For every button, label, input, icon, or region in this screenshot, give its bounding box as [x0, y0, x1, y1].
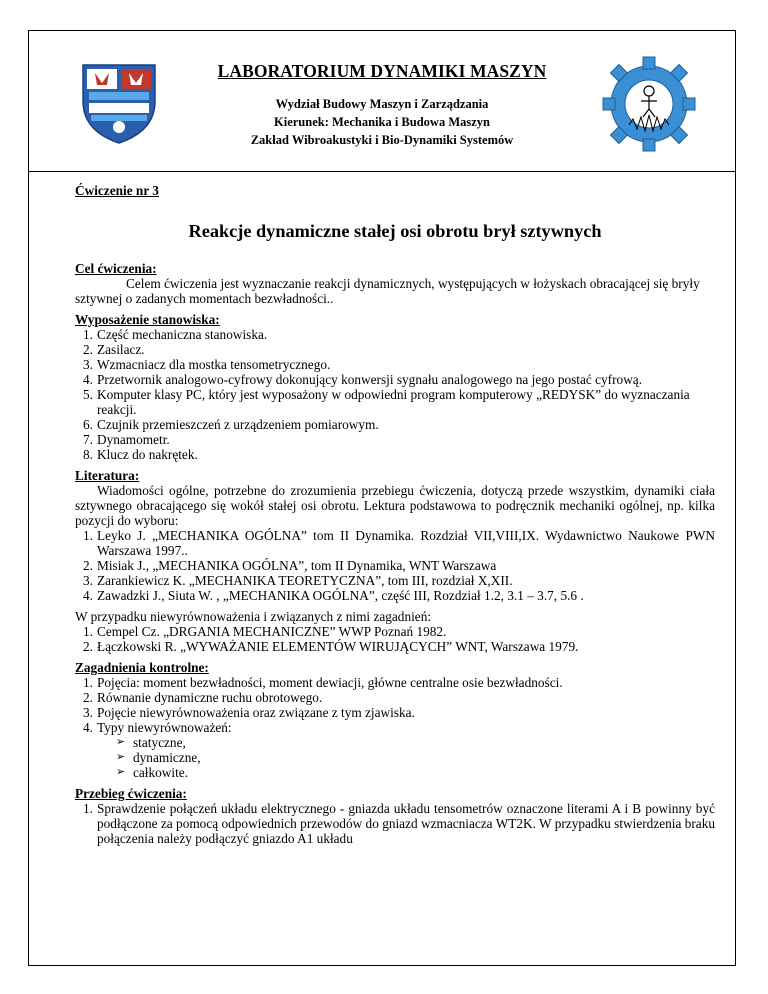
list-item: 2. Misiak J., „MECHANIKA OGÓLNA”, tom II Dynamika, WNT Warszawa — [83, 558, 497, 573]
list-item: 1. Pojęcia: moment bezwładności, moment dewiacji, główne centralne osie bezwładności. — [83, 675, 563, 690]
list-item: 3. Zarankiewicz K. „MECHANIKA TEORETYCZNA”, tom III, rozdział X,XII. — [83, 573, 513, 588]
questions-heading: Zagadnienia kontrolne: — [75, 660, 209, 675]
list-item: ➢ statyczne, — [116, 735, 186, 750]
list-item: 3. Pojęcie niewyrównoważenia oraz związane z tym zjawiska. — [83, 705, 415, 720]
list-item: 4. Przetwornik analogowo-cyfrowy dokonujący konwersji sygnału analogowego na jego postać cyfrową. — [83, 372, 643, 387]
list-item: 7. Dynamometr. — [83, 432, 170, 447]
list-item: 1. Sprawdzenie połączeń układu elektrycznego - gniazda układu tensometrów oznaczone literami A i B powinny być podłączone za pomocą odpowiednich przewodów do gniazd wzmacniacza WT2K. W przypadku stwierdzenia braku połączenia należy podłączyć gniazdo A1 układu — [83, 801, 715, 846]
literature-list-2 — [75, 624, 715, 654]
list-item: ➢ dynamiczne, — [116, 750, 201, 765]
exercise-title: Reakcje dynamiczne stałej osi obrotu brył sztywnych — [188, 221, 602, 241]
arrow-bullet-icon: ➢ — [116, 751, 126, 763]
document-body — [75, 183, 715, 846]
literature-intro-2: W przypadku niewyrównoważenia i związanych z nimi zagadnień: — [75, 609, 432, 624]
vibroacoustics-gear-logo — [601, 53, 697, 155]
list-item: 3. Wzmacniacz dla mostka tensometrycznego. — [83, 357, 331, 372]
list-item: 1. Cempel Cz. „DRGANIA MECHANICZNE” WWP Poznań 1982. — [83, 624, 447, 639]
exercise-number: Ćwiczenie nr 3 — [75, 183, 159, 198]
questions-list — [75, 675, 715, 735]
list-item: 8. Klucz do nakrętek. — [83, 447, 198, 462]
literature-intro: Wiadomości ogólne, potrzebne do zrozumienia przebiegu ćwiczenia, dotyczą przede wszystkim, dynamiki ciała sztywnego obracającego się wokół stałej osi obrotu. Lektura podstawowa to podręcznik mechaniki ogólnej, np. kilka pozycji do wyboru: — [75, 483, 715, 528]
goal-heading: Cel ćwiczenia: — [75, 261, 157, 276]
department-line: Zakład Wibroakustyki i Bio-Dynamiki Systemów — [250, 133, 514, 147]
faculty-line: Wydział Budowy Maszyn i Zarządzania — [275, 97, 489, 111]
list-item: 1. Część mechaniczna stanowiska. — [83, 327, 268, 342]
list-item: 6. Czujnik przemieszczeń z urządzeniem pomiarowym. — [83, 417, 379, 432]
procedure-heading: Przebieg ćwiczenia: — [75, 786, 187, 801]
list-item: 4. Zawadzki J., Siuta W. , „MECHANIKA OGÓLNA”, część III, Rozdział 1.2, 3.1 – 3.7, 5.6 . — [83, 588, 584, 603]
list-item: 4. Typy niewyrównoważeń: — [83, 720, 232, 735]
field-of-study-line: Kierunek: Mechanika i Budowa Maszyn — [274, 115, 490, 129]
list-item: ➢ całkowite. — [116, 765, 189, 780]
imbalance-types-list — [75, 735, 715, 780]
list-item: 2. Łączkowski R. „WYWAŻANIE ELEMENTÓW WIRUJĄCYCH” WNT, Warszawa 1979. — [83, 639, 579, 654]
literature-heading: Literatura: — [75, 468, 140, 483]
list-item: 5. Komputer klasy PC, który jest wyposażony w odpowiedni program komputerowy „REDYSK” do wyznaczania reakcji. — [83, 387, 690, 417]
list-item: 2. Równanie dynamiczne ruchu obrotowego. — [83, 690, 323, 705]
document-page — [28, 30, 736, 966]
arrow-bullet-icon: ➢ — [116, 736, 126, 748]
goal-text: Celem ćwiczenia jest wyznaczanie reakcji dynamicznych, występujących w łożyskach obracającej się bryły sztywnej o zadanych momentach bezwładności.. — [75, 276, 700, 306]
lab-title: LABORATORIUM DYNAMIKI MASZYN — [217, 61, 547, 81]
procedure-list — [75, 801, 715, 846]
list-item: 2. Zasilacz. — [83, 342, 145, 357]
arrow-bullet-icon: ➢ — [116, 766, 126, 778]
literature-list — [75, 528, 715, 603]
document-header — [29, 31, 735, 172]
list-item: 1. Leyko J. „MECHANIKA OGÓLNA” tom II Dynamika. Rozdział VII,VIII,IX. Wydawnictwo Naukowe PWN Warszawa 1997.. — [83, 528, 715, 558]
equipment-heading: Wyposażenie stanowiska: — [75, 312, 220, 327]
equipment-list — [75, 327, 715, 462]
